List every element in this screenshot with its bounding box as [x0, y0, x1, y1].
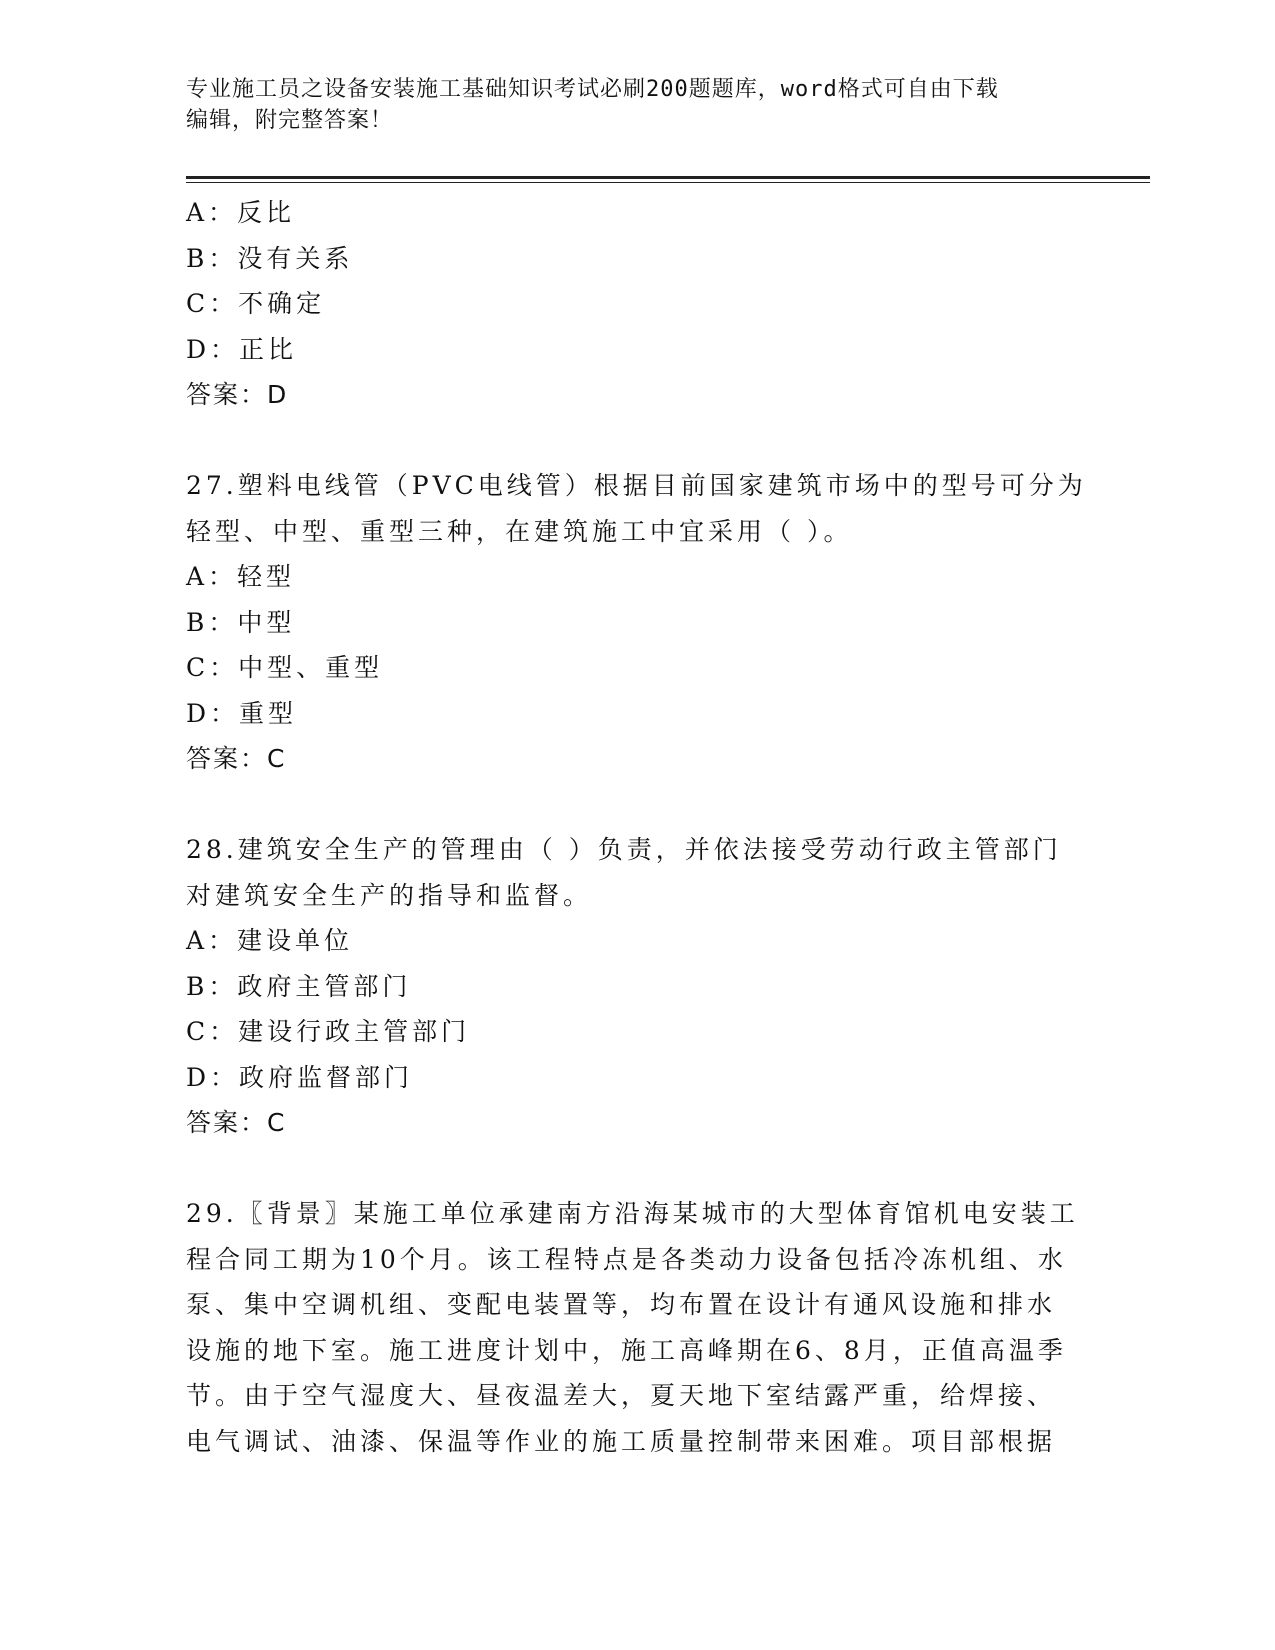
- question-26-option-c: C：不确定: [186, 289, 326, 318]
- question-27-option-a: A：轻型: [186, 562, 296, 591]
- spacer: [186, 418, 1086, 464]
- question-27-option-d: D：重型: [186, 698, 298, 728]
- question-28-stem-line-2: 对建筑安全生产的指导和监督。: [186, 880, 593, 910]
- question-28-option-b: B：政府主管部门: [186, 971, 412, 1001]
- question-27-block: [186, 463, 1086, 782]
- header-title-line-1: 专业施工员之设备安装施工基础知识考试必刷200题题库，word格式可自由下载: [186, 77, 999, 102]
- question-28-option-a: A：建设单位: [186, 926, 354, 955]
- question-29-stem-line-2: 程合同工期为10个月。该工程特点是各类动力设备包括冷冻机组、水: [186, 1244, 1067, 1274]
- question-28-answer: 答案：C: [186, 1108, 287, 1137]
- question-29-block: [186, 1191, 1086, 1464]
- question-27-option-c: C：中型、重型: [186, 653, 384, 682]
- question-27-option-b: B：中型: [186, 607, 296, 637]
- question-26-block: [186, 190, 1086, 418]
- header-divider-thin: [186, 182, 1150, 183]
- header-divider-thick: [186, 176, 1150, 179]
- question-28-block: [186, 827, 1086, 1146]
- question-29-stem-line-4: 设施的地下室。施工进度计划中，施工高峰期在6、8月，正值高温季: [186, 1335, 1067, 1365]
- question-27-stem-line-1: 27.塑料电线管（PVC电线管）根据目前国家建筑市场中的型号可分为: [186, 471, 1087, 500]
- document-body: [186, 190, 1086, 1464]
- question-29-stem-line-1: 29.〖背景〗某施工单位承建南方沿海某城市的大型体育馆机电安装工: [186, 1199, 1079, 1228]
- question-26-answer: 答案：D: [186, 380, 289, 409]
- spacer: [186, 1146, 1086, 1192]
- question-26-option-b: B：没有关系: [186, 243, 354, 273]
- question-26-option-d: D：正比: [186, 334, 298, 364]
- question-29-stem-line-5: 节。由于空气湿度大、昼夜温差大，夏天地下室结露严重，给焊接、: [186, 1381, 1057, 1410]
- question-26-option-a: A：反比: [186, 198, 296, 227]
- question-27-answer: 答案：C: [186, 744, 287, 773]
- header-title-line-2: 编辑，附完整答案！: [186, 108, 394, 133]
- document-header: [186, 74, 1066, 136]
- question-28-stem-line-1: 28.建筑安全生产的管理由（ ）负责，并依法接受劳动行政主管部门: [186, 835, 1062, 864]
- spacer: [186, 782, 1086, 828]
- question-27-stem-line-2: 轻型、中型、重型三种，在建筑施工中宜采用（ ）。: [186, 516, 853, 546]
- question-28-option-c: C：建设行政主管部门: [186, 1017, 471, 1046]
- question-28-option-d: D：政府监督部门: [186, 1062, 414, 1092]
- question-29-stem-line-3: 泵、集中空调机组、变配电装置等，均布置在设计有通风设施和排水: [186, 1290, 1057, 1319]
- question-29-stem-line-6: 电气调试、油漆、保温等作业的施工质量控制带来困难。项目部根据: [186, 1426, 1057, 1456]
